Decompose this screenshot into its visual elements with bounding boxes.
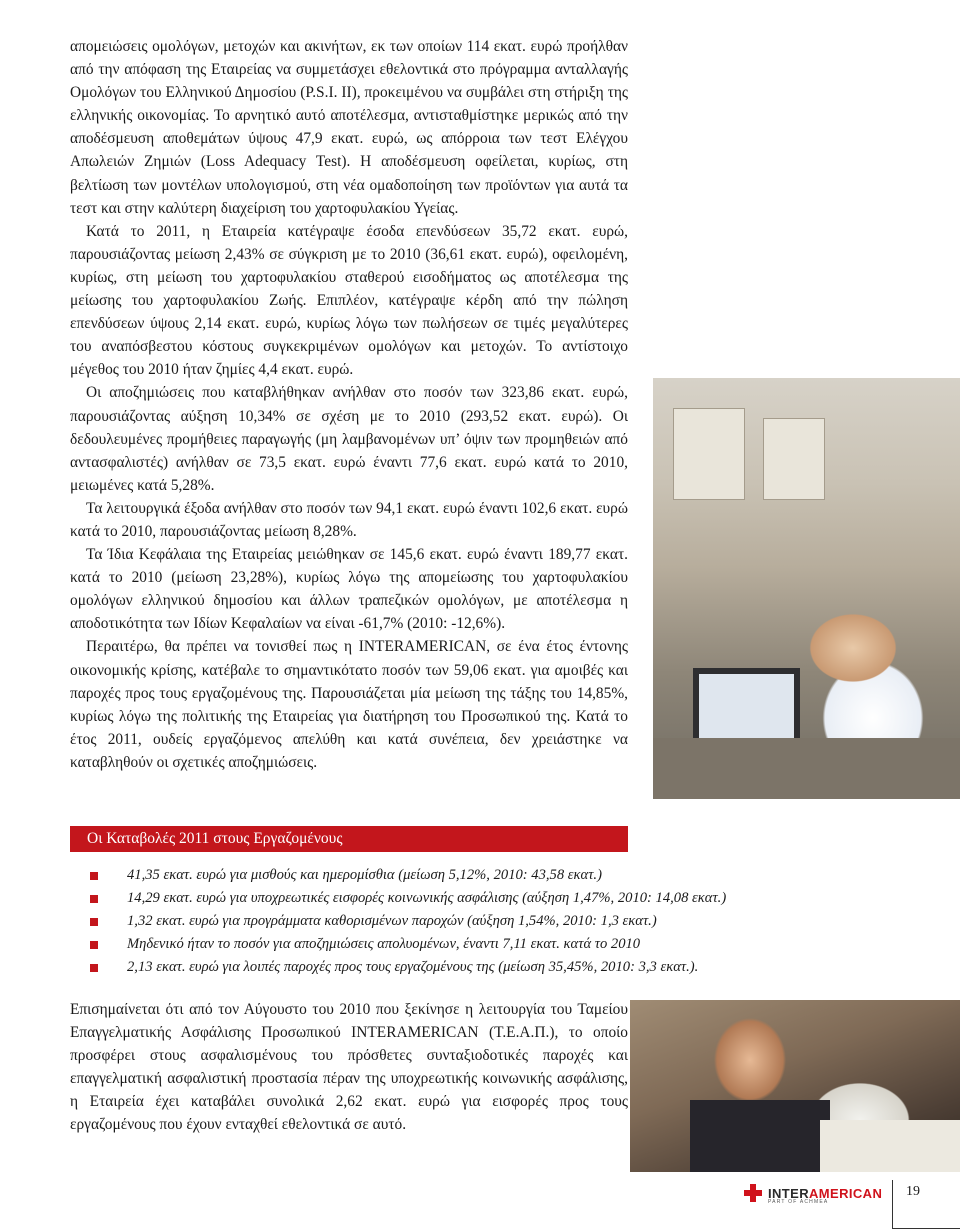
square-bullet-icon [90,941,98,949]
logo-tagline: PART OF ACHMEA [768,1199,829,1205]
person [690,1100,830,1172]
paragraph: απομειώσεις ομολόγων, μετοχών και ακινήτων, εκ των οποίων 114 εκατ. ευρώ προήλθαν από την απόφαση της Εταιρείας να συμμετάσχει εθελοντικά στο πρόγραμμα ανταλλαγής Ομολόγων του Ελληνικού Δημοσίου (P.S.I. II), προκειμένου να συμβάλει στη στήριξη της ελληνικής οικονομίας. Το αρνητικό αυτό αποτέλεσμα, αντισταθμίστηκε μερικώς από την αποδέσμευση αποθεμάτων ύψους 47,9 εκατ. ευρώ, ως απόρροια των τεστ Ελέγχου Απωλειών Ζημιών (Loss Adequacy Test). Η αποδέσμευση οφείλεται, κυρίως, στη βελτίωση των μοντέλων υπολογισμού, στη νέα ομαδοποίηση των προϊόντων για αυτά τα τεστ και στην καλύτερη διαχείριση του χαρτοφυλακίου Υγείας. [70,38,628,217]
page-number: 19 [906,1184,920,1199]
payments-list [70,864,727,979]
paragraph: Τα λειτουργικά έξοδα ανήλθαν στο ποσόν των 94,1 εκατ. ευρώ έναντι 102,6 εκατ. ευρώ κατά το 2010, παρουσιάζοντας μείωση 8,28%. [70,499,628,540]
paragraph: Επισημαίνεται ότι από τον Αύγουστο του 2010 που ξεκίνησε η λειτουργία του Ταμείου Επαγγελματικής Ασφάλισης Προσωπικού INTERAMERICAN (Τ.Ε.Α.Π.), το οποίο προσφέρει στους ασφαλισμένους του πρόσθετες συνταξιοδοτικές παροχές και επαγγελματική ασφαλιστική προστασία πέραν της υποχρεωτικής κοινωνικής ασφάλισης, η Εταιρεία έχει καταβάλει συνολικά 2,62 εκατ. ευρώ για εισφορές προς τους εργαζομένους που έχουν ενταχθεί εθελοντικά σε αυτό. [70,1001,628,1134]
square-bullet-icon [90,918,98,926]
square-bullet-icon [90,964,98,972]
logo-text-prefix: INTER [768,1185,809,1201]
list-item-text: 1,32 εκατ. ευρώ για προγράμματα καθορισμένων παροχών (αύξηση 1,54%, 2010: 1,3 εκατ.) [127,913,657,930]
meeting-photo [630,1000,960,1172]
list-item [70,864,628,887]
main-text [70,35,628,774]
list-item [70,887,727,910]
paragraph: Περαιτέρω, θα πρέπει να τονισθεί πως η INTERAMERICAN, σε ένα έτος έντονης οικονομικής κρίσης, κατέβαλε το σημαντικότατο ποσόν των 59,06 εκατ. για αμοιβές και παροχές προς τους εργαζομένους της. Παρουσιάζεται μία μείωση της τάξης του 14,85%, κυρίως λόγω της πολιτικής της Εταιρείας για διατήρηση του Προσωπικού της. Κατά το έτος 2011, ουδείς εργαζόμενος απελύθη και κατά συνέπεια, δεν χρειάστηκε να καταβληθούν οι σχετικές αποζημιώσεις. [70,638,628,771]
desk [653,738,960,799]
documents [820,1120,960,1172]
office-photo [653,378,960,799]
logo-text-suffix: AMERICAN [809,1185,883,1201]
page-number-rule [892,1180,893,1229]
square-bullet-icon [90,872,98,880]
window [763,418,825,500]
logo-mark-icon [744,1184,762,1202]
list-item [70,956,699,979]
payments-callout [70,826,727,979]
closing-text [70,998,628,1137]
interamerican-logo [744,1180,882,1206]
paragraph: Κατά το 2011, η Εταιρεία κατέγραψε έσοδα επενδύσεων 35,72 εκατ. ευρώ, παρουσιάζοντας μείωση 2,43% σε σύγκριση με το 2010 (36,61 εκατ. ευρώ), οφειλομένη, κυρίως, στη μείωση του χαρτοφυλακίου σταθερού εισοδήματος ως αποτέλεσμα της μείωσης του χαρτοφυλακίου Ζωής. Επιπλέον, κατέγραψε κέρδη από την πώληση επενδύσεων ύψους 2,14 εκατ. ευρώ, κυρίως λόγω των πωλήσεων σε τιμές μεγαλύτερες του αναπόσβεστου κόστους συγκεκριμένων ομολόγων και μετοχών. Το αντίστοιχο μέγεθος του 2010 ήταν ζημίες 4,4 εκατ. ευρώ. [70,222,628,379]
list-item-text: 41,35 εκατ. ευρώ για μισθούς και ημερομίσθια (μείωση 5,12%, 2010: 43,58 εκατ.) [127,867,602,883]
list-item-text: Μηδενικό ήταν το ποσόν για αποζημιώσεις απολυομένων, έναντι 7,11 εκατ. κατά το 2010 [127,936,641,953]
paragraph: Οι αποζημιώσεις που καταβλήθηκαν ανήλθαν στο ποσόν των 323,86 εκατ. ευρώ, παρουσιάζοντας αύξηση 10,34% σε σχέση με το 2010 (293,52 εκατ. ευρώ). Οι δεδουλευμένες προμήθειες παραγωγής (μη λαμβανομένων υπ’ όψιν των προμηθειών από αντασφαλιστές) ανήλθαν σε 73,5 εκατ. ευρώ έναντι 77,6 εκατ. ευρώ κατά το 2010, μειωμένες κατά 5,28%. [70,384,628,494]
list-item [70,933,641,956]
list-item-text: 14,29 εκατ. ευρώ για υποχρεωτικές εισφορές κοινωνικής ασφάλισης (αύξηση 1,47%, 2010: 14,08 εκατ.) [127,890,727,907]
square-bullet-icon [90,895,98,903]
window [673,408,745,500]
callout-title: Οι Καταβολές 2011 στους Εργαζομένους [70,826,628,852]
list-item-text: 2,13 εκατ. ευρώ για λοιπές παροχές προς τους εργαζομένους της (μείωση 35,45%, 2010: 3,3 εκατ.). [127,959,699,976]
paragraph: Τα Ίδια Κεφάλαια της Εταιρείας μειώθηκαν σε 145,6 εκατ. ευρώ έναντι 189,77 εκατ. κατά το 2010 (μείωση 23,28%), κυρίως λόγω της απομείωσης του χαρτοφυλακίου ομολόγων ελληνικού δημοσίου και άλλων τραπεζικών ομολόγων, με αποτέλεσμα η αποδοτικότητα των Ιδίων Κεφαλαίων να είναι -61,7% (2010: -12,6%). [70,546,628,633]
list-item [70,910,657,933]
